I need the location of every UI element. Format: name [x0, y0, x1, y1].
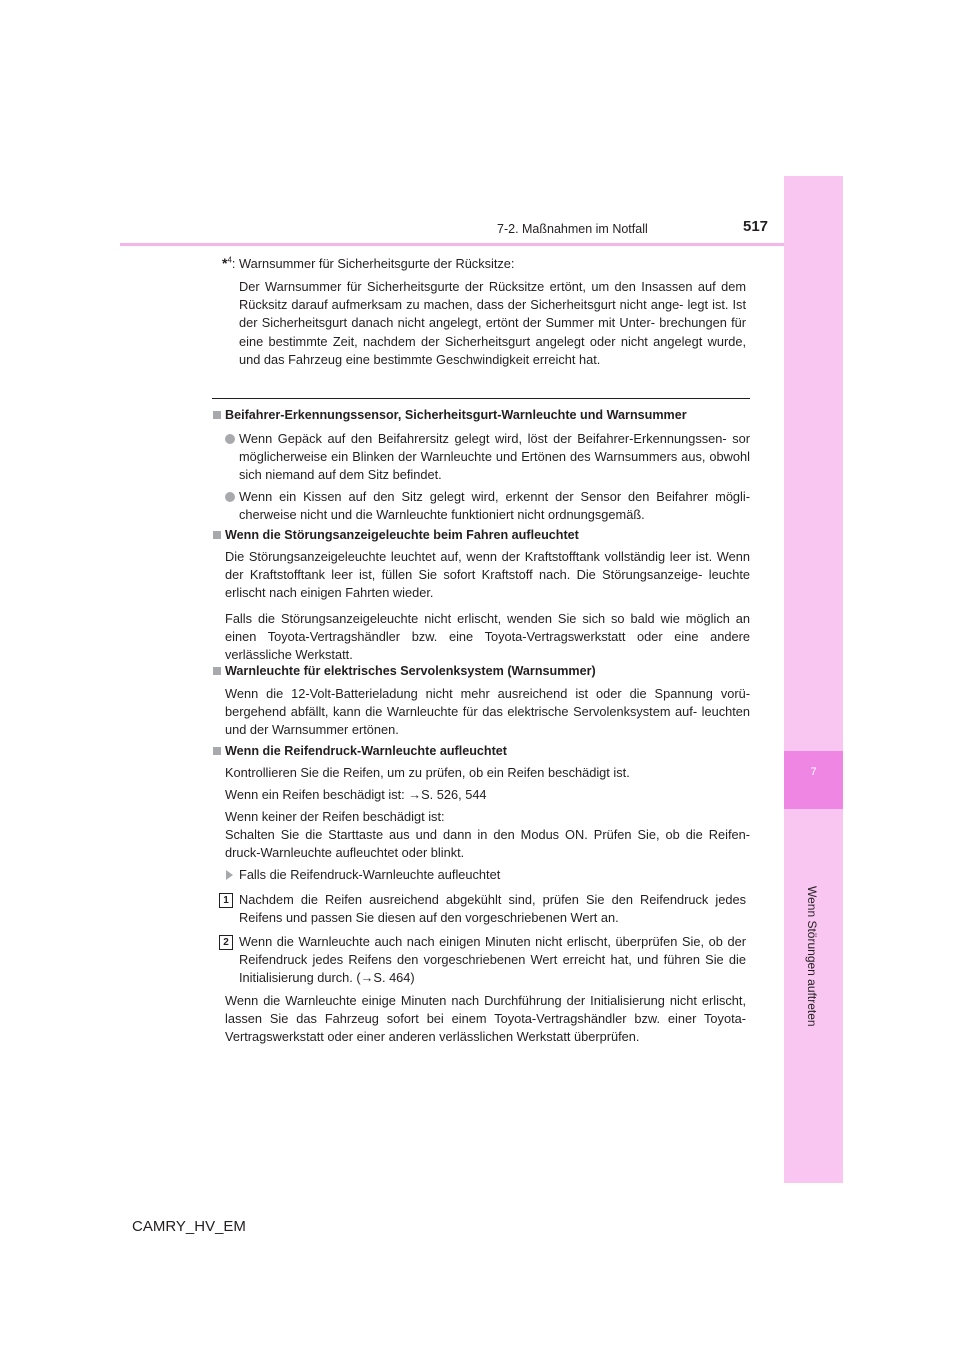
paragraph: Schalten Sie die Starttaste aus und dann in den Modus ON. Prüfen Sie, ob die Reifen- druck-Warnleuchte aufleuchtet oder blinkt. [225, 827, 750, 861]
footnote-title [222, 255, 514, 271]
section-heading-power-steering: Warnleuchte für elektrisches Servolenksystem (Warnsummer) [213, 664, 596, 678]
square-bullet-icon [213, 411, 221, 419]
square-bullet-icon [213, 531, 221, 539]
step-text: Nachdem die Reifen ausreichend abgekühlt sind, prüfen Sie den Reifendruck jedes Reifens und passen Sie diesen auf den vorgeschriebenen Wert an. [239, 892, 746, 926]
page-number: 517 [743, 218, 769, 235]
model-code: CAMRY_HV_EM [132, 1218, 246, 1235]
paragraph: Wenn die Warnleuchte einige Minuten nach Durchführung der Initialisierung nicht erlischt, lassen Sie das Fahrzeug sofort bei einem Toyota-Vertragshändler bzw. einer Toyota-Vertragswerkstatt oder einer anderen verlässlichen Werkstatt überprüfen. [225, 993, 746, 1045]
paragraph: Die Störungsanzeigeleuchte leuchtet auf, wenn der Kraftstofftank vollständig leer ist. Wenn der Kraftstofftank leer ist, füllen Sie sofort Kraftstoff nach. Die Störungsanzeige- leuchte erlischt nach einigen Fahrten wieder. [225, 549, 750, 601]
footnote-number: 4 [227, 255, 232, 265]
square-bullet-icon [213, 667, 221, 675]
step-number-box: 1 [219, 893, 233, 908]
paragraph-page-reference: Wenn ein Reifen beschädigt ist: →S. 526, 544 [225, 787, 487, 802]
section-heading-passenger-sensor: Beifahrer-Erkennungssensor, Sicherheitsgurt-Warnleuchte und Warnsummer [213, 408, 687, 422]
step-number-box: 2 [219, 935, 233, 950]
paragraph: Wenn die 12-Volt-Batterieladung nicht mehr ausreichend ist oder die Spannung vorü- bergehend abfällt, kann die Warnleuchte für das elektrische Servolenksystem auf- leuchten und der Warnsummer ertönen. [225, 686, 750, 738]
chapter-side-tab [784, 176, 843, 1183]
footnote-title-text: : Warnsummer für Sicherheitsgurte der Rücksitze: [231, 256, 515, 271]
paragraph: Falls die Störungsanzeigeleuchte nicht erlischt, wenden Sie sich so bald wie möglich an einen Toyota-Vertragshändler bzw. eine Toyota-Vertragswerkstatt oder eine andere verlässliche Werkstatt. [225, 611, 750, 663]
paragraph: Kontrollieren Sie die Reifen, um zu prüfen, ob ein Reifen beschädigt ist. [225, 765, 630, 780]
section-divider [212, 398, 750, 399]
section-heading-malfunction-light: Wenn die Störungsanzeigeleuchte beim Fahren aufleuchtet [213, 528, 579, 542]
section-title: 7-2. Maßnahmen im Notfall [497, 222, 648, 236]
list-item: Wenn ein Kissen auf den Sitz gelegt wird, erkennt der Sensor den Beifahrer mögli- cherweise nicht und die Warnleuchte funktioniert nicht ordnungsgemäß. [225, 488, 750, 524]
header-divider [120, 243, 784, 246]
square-bullet-icon [213, 747, 221, 755]
chapter-number-box [784, 751, 843, 809]
chapter-title: Wenn Störungen auftreten [805, 886, 819, 1027]
sub-heading: Falls die Reifendruck-Warnleuchte aufleuchtet [226, 867, 500, 882]
footnote-marker: * [222, 255, 228, 271]
list-item: Wenn Gepäck auf den Beifahrersitz gelegt wird, löst der Beifahrer-Erkennungssen- sor möglicherweise ein Blinken der Warnleuchte und Ertönen des Warnsummers aus, obwohl sich niemand auf dem Sitz befindet. [225, 430, 750, 485]
paragraph: Wenn keiner der Reifen beschädigt ist: [225, 809, 445, 824]
step-text: Wenn die Warnleuchte auch nach einigen Minuten nicht erlischt, überprüfen Sie, ob der Reifendruck jedes Reifens den vorgeschriebenen Wert erreicht hat, und führen Sie die Initialisierung durch. (→S. 464) [239, 934, 746, 986]
triangle-arrow-icon [226, 870, 233, 880]
circle-bullet-icon [225, 434, 235, 444]
chapter-number: 7 [810, 766, 817, 778]
footnote-text: Der Warnsummer für Sicherheitsgurte der Rücksitze ertönt, um den Insassen auf dem Rücksitz darauf aufmerksam zu machen, dass der Sicherheitsgurt nicht ange- legt ist. Ist der Sicherheitsgurt danach nicht angelegt, ertönt der Summer mit Unter- brechungen für eine bestimmte Zeit, nachdem der Sicherheitsgurt angelegt oder nicht angelegt wurde, und das Fahrzeug eine bestimmte Geschwindigkeit erreicht hat. [239, 279, 746, 367]
circle-bullet-icon [225, 492, 235, 502]
section-heading-tire-pressure: Wenn die Reifendruck-Warnleuchte aufleuchtet [213, 744, 507, 758]
